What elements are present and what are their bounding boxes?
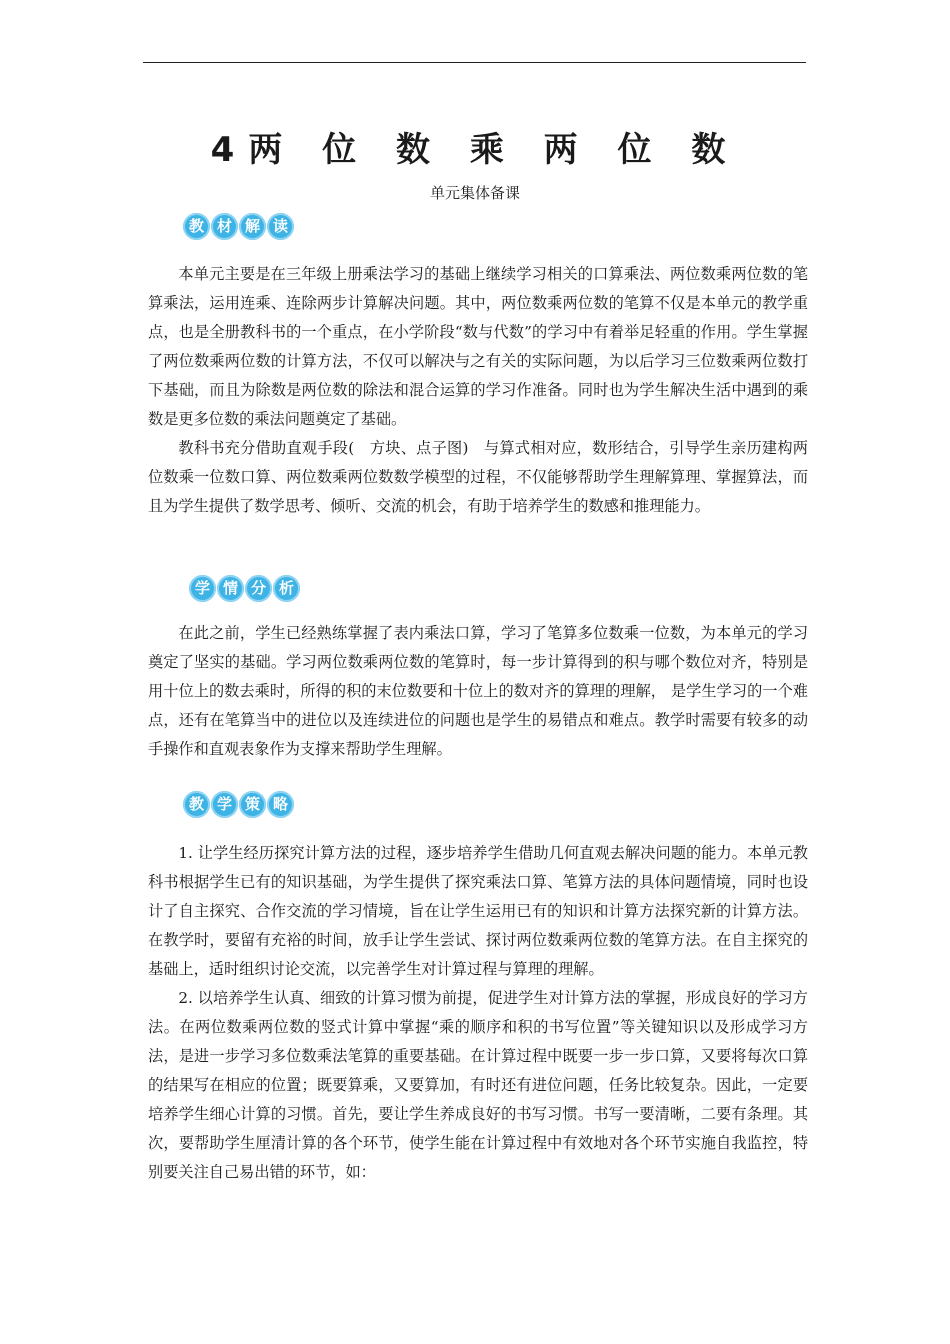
page-subtitle: 单元集体备课 [429, 184, 520, 202]
section-badge-textbook [183, 213, 294, 240]
badge-char: 教 [183, 213, 210, 240]
badge-char: 学 [189, 575, 216, 602]
section-strategy [148, 839, 808, 1187]
paragraph: 2. 以培养学生认真、细致的计算习惯为前提，促进学生对计算方法的掌握，形成良好的学习方法。在两位数乘两位数的竖式计算中掌握“乘的顺序和积的书写位置”等关键知识以及形成学习方法，是进一步学习多位数乘法笔算的重要基础。在计算过程中既要一步一步口算，又要将每次口算的结果写在相应的位置；既要算乘，又要算加，有时还有进位问题，任务比较复杂。因此，一定要培养学生细心计算的习惯。首先，要让学生养成良好的书写习惯。书写一要清晰，二要有条理。其次，要帮助学生厘清计算的各个环节，使学生能在计算过程中有效地对各个环节实施自我监控，特别要关注自己易出错的环节，如： [148, 989, 808, 1181]
badge-char: 情 [217, 575, 244, 602]
badge-char: 分 [245, 575, 272, 602]
paragraph: 教科书充分借助直观手段( 方块、点子图) 与算式相对应，数形结合，引导学生亲历建构两位数乘一位数口算、两位数乘两位数数学模型的过程，不仅能够帮助学生理解算理、掌握算法，而且为学生提供了数学思考、倾听、交流的机会，有助于培养学生的数感和推理能力。 [148, 439, 808, 515]
section-learner [148, 619, 808, 764]
badge-char: 读 [267, 213, 294, 240]
badge-char: 教 [183, 791, 210, 818]
badge-char: 学 [211, 791, 238, 818]
badge-char: 略 [267, 791, 294, 818]
badge-char: 析 [273, 575, 300, 602]
paragraph: 在此之前，学生已经熟练掌握了表内乘法口算，学习了笔算多位数乘一位数，为本单元的学习奠定了坚实的基础。学习两位数乘两位数的笔算时，每一步计算得到的积与哪个数位对齐，特别是用十位上的数去乘时，所得的积的末位数要和十位上的数对齐的算理的理解， 是学生学习的一个难点，还有在笔算当中的进位以及连续进位的问题也是学生的易错点和难点。教学时需要有较多的动手操作和直观表象作为支撑来帮助学生理解。 [148, 624, 808, 758]
badge-char: 策 [239, 791, 266, 818]
badge-char: 材 [211, 213, 238, 240]
badge-char: 解 [239, 213, 266, 240]
page-title: 4两 位 数 乘 两 位 数 [210, 130, 740, 170]
section-badge-learner [189, 575, 300, 602]
paragraph: 1. 让学生经历探究计算方法的过程，逐步培养学生借助几何直观去解决问题的能力。本单元教科书根据学生已有的知识基础，为学生提供了探究乘法口算、笔算方法的具体问题情境，同时也设计了自主探究、合作交流的学习情境，旨在让学生运用已有的知识和计算方法探究新的计算方法。在教学时，要留有充裕的时间，放手让学生尝试、探讨两位数乘两位数的笔算方法。在自主探究的基础上，适时组织讨论交流，以完善学生对计算过程与算理的理解。 [148, 844, 808, 978]
header-rule [143, 62, 806, 63]
paragraph: 本单元主要是在三年级上册乘法学习的基础上继续学习相关的口算乘法、两位数乘两位数的笔算乘法，运用连乘、连除两步计算解决问题。其中，两位数乘两位数的笔算不仅是本单元的教学重点，也是全册教科书的一个重点，在小学阶段“数与代数”的学习中有着举足轻重的作用。学生掌握了两位数乘两位数的计算方法，不仅可以解决与之有关的实际问题，为以后学习三位数乘两位数打下基础，而且为除数是两位数的除法和混合运算的学习作准备。同时也为学生解决生活中遇到的乘数是更多位数的乘法问题奠定了基础。 [148, 265, 808, 428]
section-badge-strategy [183, 791, 294, 818]
section-textbook [148, 260, 808, 521]
